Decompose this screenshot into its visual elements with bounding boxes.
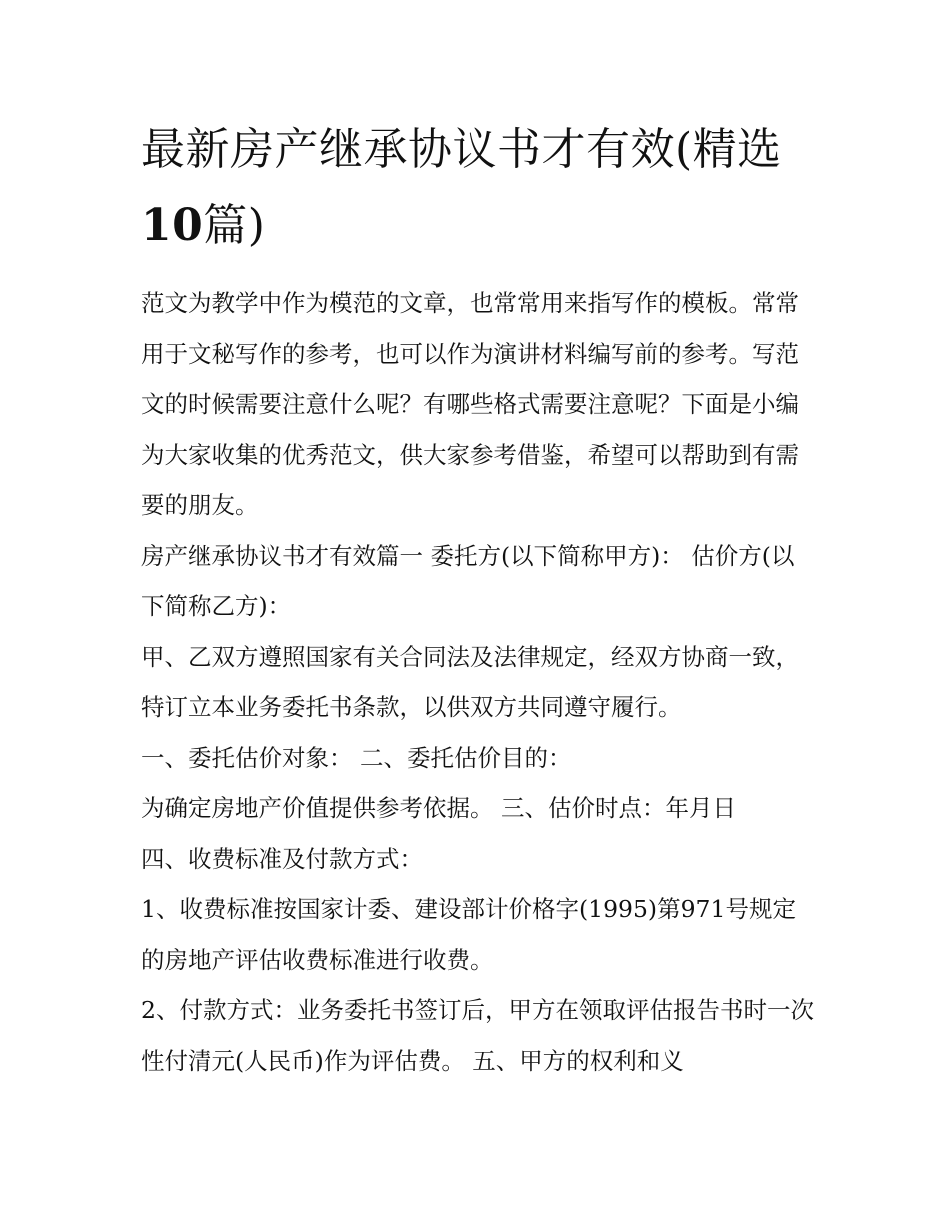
- title-suffix: 篇): [203, 200, 266, 251]
- title-number: 10: [141, 200, 204, 251]
- paragraph-parties: 房产继承协议书才有效篇一 委托方(以下简称甲方)： 估价方(以下简称乙方)：: [141, 541, 795, 620]
- document-title: [141, 112, 817, 264]
- paragraph-section-1-2: 一、委托估价对象： 二、委托估价目的：: [141, 743, 572, 772]
- paragraph-section-4: 四、收费标准及付款方式：: [141, 844, 423, 873]
- document-body: [141, 278, 817, 1086]
- paragraph-fee-standard: 1、收费标准按国家计委、建设部计价格字(1995)第971号规定的房地产评估收费标准进行收费。: [141, 895, 796, 974]
- paragraph-intro: 范文为教学中作为模范的文章，也常常用来指写作的模板。常常用于文秘写作的参考，也可以作为演讲材料编写前的参考。写范文的时候需要注意什么呢？有哪些格式需要注意呢？下面是小编为大家收集的优秀范文，供大家参考借鉴，希望可以帮助到有需要的朋友。: [141, 289, 799, 519]
- title-text: 最新房产继承协议书才有效(精选: [141, 124, 782, 175]
- paragraph-purpose: 为确定房地产价值提供参考依据。 三、估价时点：年月日: [141, 794, 736, 822]
- document-content: [141, 112, 817, 1086]
- paragraph-payment: 2、付款方式：业务委托书签订后，甲方在领取评估报告书时一次性付清元(人民币)作为评估费。 五、甲方的权利和义: [141, 996, 814, 1075]
- paragraph-agreement: 甲、乙双方遵照国家有关合同法及法律规定，经双方协商一致，特订立本业务委托书条款，以供双方共同遵守履行。: [141, 642, 799, 721]
